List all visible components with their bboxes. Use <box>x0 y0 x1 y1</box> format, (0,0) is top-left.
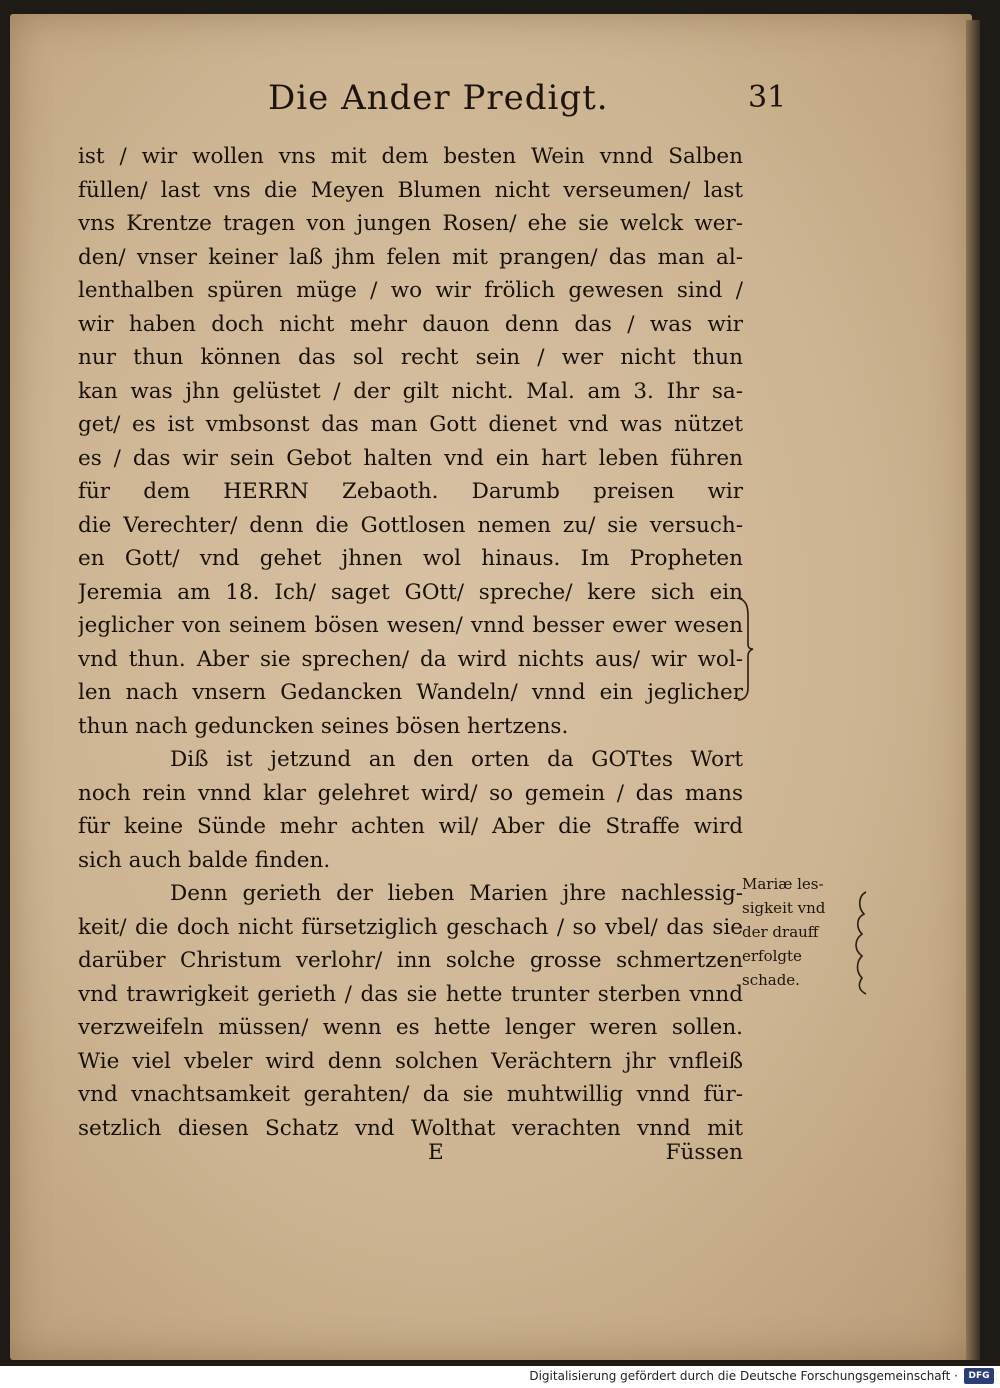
text-line: jeglicher von seinem bösen wesen/ vnnd besser ewer wesen <box>78 613 743 638</box>
marginal-note-line: der drauff <box>742 923 819 941</box>
footer-bar <box>0 1366 1000 1388</box>
dfg-logo: DFG <box>964 1368 994 1384</box>
text-line: Jeremia am 18. Ich/ saget GOtt/ spreche/ kere sich ein <box>78 579 743 605</box>
text-line: en Gott/ vnd gehet jhnen wol hinaus. Im Propheten <box>78 546 743 571</box>
catchword: Füssen <box>665 1140 743 1165</box>
page-number: 31 <box>748 80 787 115</box>
body-text <box>78 140 743 1145</box>
funding-credit: Digitalisierung gefördert durch die Deutsche Forschungsgemeinschaft · <box>529 1369 958 1383</box>
text-line: die Verechter/ denn die Gottlosen nemen zu/ sie versuch- <box>78 512 743 538</box>
text-line: wir haben doch nicht mehr dauon denn das / was wir <box>78 311 743 337</box>
text-line: verzweifeln müssen/ wenn es hette lenger weren sollen. <box>78 1015 743 1040</box>
paragraph-start-line: Diß ist jetzund an den orten da GOTtes Wort <box>170 747 743 772</box>
text-line: den/ vnser keiner laß jhm felen mit prangen/ das man al- <box>78 244 743 270</box>
signature-mark: E <box>428 1140 444 1165</box>
text-line: vnd trawrigkeit gerieth / das sie hette trunter sterben vnnd <box>78 981 743 1007</box>
handwritten-bracket-mark <box>850 888 872 998</box>
text-line: vnd thun. Aber sie sprechen/ da wird nichts aus/ wir wol- <box>78 646 743 672</box>
text-line: vns Krentze tragen von jungen Rosen/ ehe sie welck wer- <box>78 211 743 236</box>
text-line: thun nach geduncken seines bösen hertzens. <box>78 713 569 739</box>
text-line: kan was jhn gelüstet / der gilt nicht. Mal. am 3. Ihr sa- <box>78 378 743 404</box>
text-line: nur thun können das sol recht sein / wer nicht thun <box>78 345 743 370</box>
text-line: ist / wir wollen vns mit dem besten Wein vnnd Salben <box>78 144 743 169</box>
text-line: len nach vnsern Gedancken Wandeln/ vnnd ein jeglicher <box>78 680 743 705</box>
marginal-note <box>742 872 862 992</box>
text-line: setzlich diesen Schatz vnd Wolthat verachten vnnd mit <box>78 1115 743 1141</box>
text-line: vnd vnachtsamkeit gerahten/ da sie muhtwillig vnnd für- <box>78 1082 743 1107</box>
page-header <box>268 78 788 128</box>
text-line: noch rein vnnd klar gelehret wird/ so gemein / das mans <box>78 780 743 806</box>
text-line: Wie viel vbeler wird denn solchen Verächtern jhr vnfleiß <box>78 1048 743 1074</box>
paragraph-start-line: Denn gerieth der lieben Marien jhre nachlessig- <box>170 881 743 906</box>
text-line: lenthalben spüren müge / wo wir frölich gewesen sind / <box>78 278 743 303</box>
text-line: füllen/ last vns die Meyen Blumen nicht verseumen/ last <box>78 177 743 203</box>
text-line: für keine Sünde mehr achten wil/ Aber die Straffe wird <box>78 814 743 839</box>
running-title: Die Ander Predigt. <box>268 78 609 118</box>
margin-bracket-mark <box>734 596 756 702</box>
marginal-note-line: erfolgte <box>742 947 802 965</box>
text-line: keit/ die doch nicht fürsetziglich geschach / so vbel/ das sie <box>78 914 743 940</box>
text-line: sich auch balde finden. <box>78 847 331 873</box>
page-foot <box>78 1140 743 1174</box>
text-line: darüber Christum verlohr/ inn solche grosse schmertzen <box>78 948 743 973</box>
text-line: es / das wir sein Gebot halten vnd ein hart leben führen <box>78 445 743 471</box>
text-line: für dem HERRN Zebaoth. Darumb preisen wir <box>78 479 743 504</box>
marginal-note-line: sigkeit vnd <box>742 899 826 917</box>
marginal-note-line: schade. <box>742 971 800 989</box>
marginal-note-line: Mariæ les- <box>742 875 824 893</box>
text-line: get/ es ist vmbsonst das man Gott dienet vnd was nützet <box>78 412 743 437</box>
page-edge <box>966 20 980 1360</box>
